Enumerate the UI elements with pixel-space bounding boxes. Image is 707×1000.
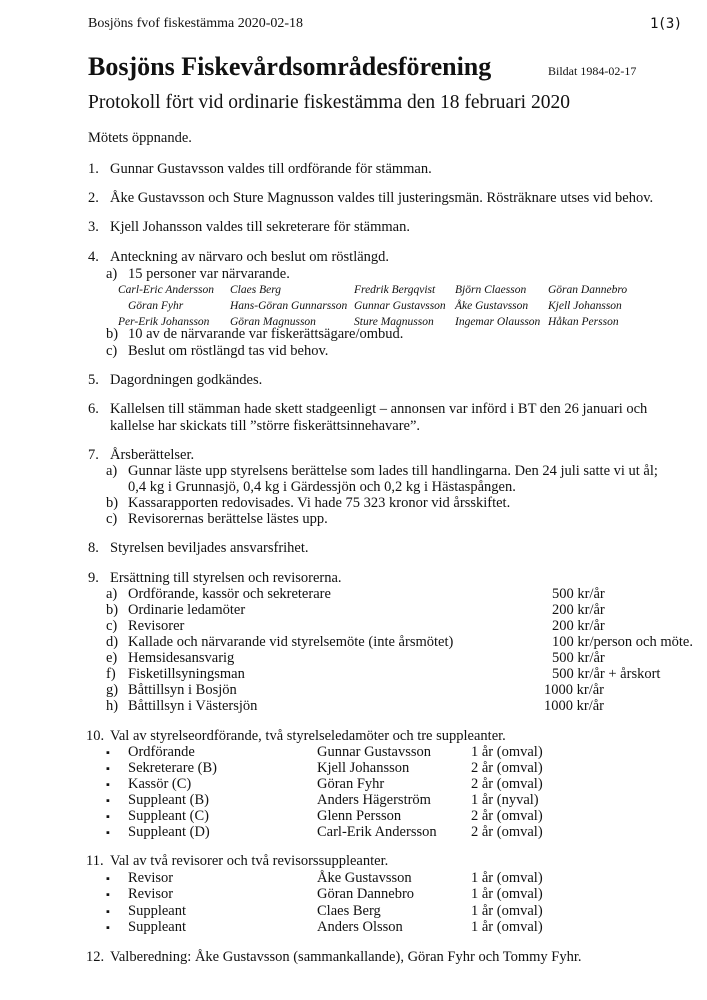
protocol-subtitle: Protokoll fört vid ordinarie fiskestämma den 18 februari 2020 [88,92,570,113]
attendee-name: Hans-Göran Gunnarsson [230,300,348,312]
board-row [106,824,626,841]
fee-letter: f) [106,666,116,682]
fee-amount: 100 kr/person och möte. [552,634,693,650]
sub-text: 10 av de närvarande var fiskerättsägare/ombud. [128,326,404,342]
fee-row [106,650,626,667]
item-number: 10. [86,728,105,744]
page-number: 1(3) [650,16,682,32]
sub-text: Revisorernas berättelse lästes upp. [128,511,328,527]
attendee-name: Claes Berg [230,284,281,296]
item-number: 9. [88,570,99,586]
sub-text: Gunnar läste upp styrelsens berättelse som lades till handlingarna. Den 24 juli satte vi ut ål; [128,463,658,479]
board-term: 2 år (omval) [471,808,543,824]
item-text: Dagordningen godkändes. [110,372,263,388]
fee-letter: c) [106,618,118,634]
auditor-term: 1 år (omval) [471,886,543,902]
bullet-icon: ▪ [106,873,110,885]
auditor-row [106,886,626,903]
attendee-name: Björn Claesson [455,284,527,296]
board-row [106,760,626,777]
sub-text: Kassarapporten redovisades. Vi hade 75 323 kronor vid årsskiftet. [128,495,511,511]
attendee-name: Ingemar Olausson [455,316,541,328]
fee-description: Revisorer [128,618,185,634]
attendee-name: Göran Fyhr [128,300,184,312]
sub-letter: c) [106,511,118,527]
meeting-opening: Mötets öppnande. [88,130,192,146]
sub-letter: a) [106,463,118,479]
fee-row [106,682,626,699]
board-row [106,776,626,793]
fee-amount: 500 kr/år [552,650,605,666]
fee-letter: h) [106,698,119,714]
bullet-icon: ▪ [106,889,110,901]
fee-letter: e) [106,650,118,666]
item-text: Gunnar Gustavsson valdes till ordförande för stämman. [110,161,432,177]
item-number: 8. [88,540,99,556]
attendee-name: Carl-Eric Andersson [118,284,214,296]
board-person: Kjell Johansson [317,760,410,776]
fee-amount: 500 kr/år [552,586,605,602]
attendee-name: Håkan Persson [548,316,619,328]
item-text: Anteckning av närvaro och beslut om röstlängd. [110,249,390,265]
fee-row [106,666,661,683]
attendee-name: Kjell Johansson [548,300,622,312]
auditor-role: Revisor [128,870,174,886]
auditor-term: 1 år (omval) [471,919,543,935]
board-role: Suppleant (D) [128,824,210,840]
board-term: 2 år (omval) [471,760,543,776]
attendee-row [118,298,638,314]
board-person: Carl-Erik Andersson [317,824,437,840]
sub-letter: b) [106,495,119,511]
board-role: Sekreterare (B) [128,760,217,776]
auditor-row [106,919,626,936]
bullet-icon: ▪ [106,779,110,791]
fee-description: Båttillsyn i Bosjön [128,682,237,698]
sub-text: Beslut om röstlängd tas vid behov. [128,343,329,359]
bullet-icon: ▪ [106,922,110,934]
item-text: Val av styrelseordförande, två styrelseledamöter och tre suppleanter. [110,728,506,744]
fee-description: Båttillsyn i Västersjön [128,698,258,714]
bullet-icon: ▪ [106,795,110,807]
attendee-list [118,282,638,330]
auditor-row [106,903,626,920]
item-number: 1. [88,161,99,177]
bullet-icon: ▪ [106,747,110,759]
fee-amount: 1000 kr/år [544,698,604,714]
fee-row [106,698,626,715]
board-role: Ordförande [128,744,195,760]
item-text: Kallelsen till stämman hade skett stadgeenligt – annonsen var införd i BT den 26 januari och [110,401,648,417]
board-role: Suppleant (B) [128,792,209,808]
organization-title: Bosjöns Fiskevårdsområdesförening [88,52,492,81]
item-number: 6. [88,401,99,417]
fee-description: Hemsidesansvarig [128,650,235,666]
item-text: Val av två revisorer och två revisorssuppleanter. [110,853,389,869]
attendee-name: Göran Magnusson [230,316,316,328]
fee-amount: 500 kr/år + årskort [552,666,661,682]
board-person: Göran Fyhr [317,776,385,792]
board-role: Suppleant (C) [128,808,209,824]
founded-date: Bildat 1984-02-17 [548,64,637,78]
auditor-person: Claes Berg [317,903,381,919]
sub-letter: b) [106,326,119,342]
board-person: Gunnar Gustavsson [317,744,431,760]
fee-amount: 200 kr/år [552,602,605,618]
sub-letter: c) [106,343,118,359]
item-number: 4. [88,249,99,265]
item-number: 2. [88,190,99,206]
fee-amount: 200 kr/år [552,618,605,634]
board-role: Kassör (C) [128,776,192,792]
item-number: 12. [86,949,105,965]
fee-description: Fisketillsyningsman [128,666,245,682]
attendee-row [118,282,638,298]
board-person: Anders Hägerström [317,792,431,808]
item-text: Åke Gustavsson och Sture Magnusson valdes till justeringsmän. Rösträknare utses vid behov. [110,190,654,206]
board-person: Glenn Persson [317,808,402,824]
fee-row [106,586,626,603]
item-number: 3. [88,219,99,235]
attendee-name: Sture Magnusson [354,316,434,328]
board-row [106,808,626,825]
item-number: 5. [88,372,99,388]
fee-description: Ordförande, kassör och sekreterare [128,586,331,602]
fee-row [106,618,626,635]
bullet-icon: ▪ [106,906,110,918]
item-number: 7. [88,447,99,463]
board-term: 1 år (nyval) [471,792,539,808]
auditor-person: Anders Olsson [317,919,403,935]
attendee-name: Gunnar Gustavsson [354,300,446,312]
fee-description: Ordinarie ledamöter [128,602,246,618]
sub-text: 15 personer var närvarande. [128,266,290,282]
board-row [106,792,626,809]
fee-amount: 1000 kr/år [544,682,604,698]
sub-letter: a) [106,266,118,282]
auditor-term: 1 år (omval) [471,870,543,886]
attendee-name: Fredrik Bergqvist [354,284,436,296]
bullet-icon: ▪ [106,763,110,775]
bullet-icon: ▪ [106,811,110,823]
fee-description: Kallade och närvarande vid styrelsemöte (inte årsmötet) [128,634,454,650]
fee-letter: a) [106,586,118,602]
item-text: Ersättning till styrelsen och revisorerna. [110,570,342,586]
auditor-person: Åke Gustavsson [317,870,412,886]
fee-letter: d) [106,634,119,650]
item-number: 11. [86,853,104,869]
board-term: 1 år (omval) [471,744,543,760]
item-text: Årsberättelser. [110,447,195,463]
auditor-role: Revisor [128,886,174,902]
bullet-icon: ▪ [106,827,110,839]
auditor-row [106,870,626,887]
auditor-term: 1 år (omval) [471,903,543,919]
auditor-role: Suppleant [128,903,186,919]
attendee-name: Per-Erik Johansson [118,316,210,328]
item-text: Kjell Johansson valdes till sekreterare för stämman. [110,219,410,235]
running-header: Bosjöns fvof fiskestämma 2020-02-18 [88,16,304,31]
fee-row [106,634,693,651]
attendee-name: Åke Gustavsson [455,300,529,312]
attendee-name: Göran Dannebro [548,284,628,296]
fee-row [106,602,626,619]
item-text: Styrelsen beviljades ansvarsfrihet. [110,540,309,556]
fee-letter: b) [106,602,119,618]
board-row [106,744,626,761]
board-term: 2 år (omval) [471,824,543,840]
fee-letter: g) [106,682,119,698]
auditor-person: Göran Dannebro [317,886,415,902]
board-term: 2 år (omval) [471,776,543,792]
item-text: kallelse har skickats till ”större fiskerättsinnehavare”. [110,418,421,434]
sub-text: 0,4 kg i Grunnasjö, 0,4 kg i Gärdessjön och 0,2 kg i Hästaspången. [128,479,516,495]
auditor-role: Suppleant [128,919,186,935]
item-text: Valberedning: Åke Gustavsson (sammankallande), Göran Fyhr och Tommy Fyhr. [110,949,582,965]
